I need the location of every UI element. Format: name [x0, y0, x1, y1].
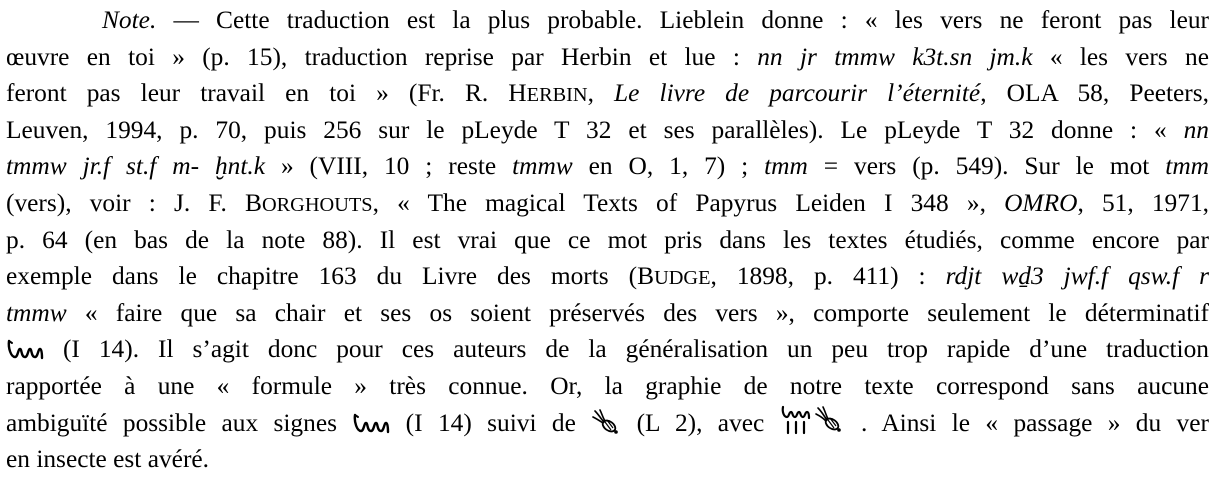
bee-hieroglyph-icon	[591, 409, 621, 435]
text-line-3: feront pas leur travail en toi » (Fr. R. HERBIN, Le livre de parcourir l’éternité, OLA 58, Peeters,	[6, 79, 1209, 108]
text-line-11: rapportée à une « formule » très connue. Or, la graphie de notre texte correspond sans aucune	[6, 371, 1209, 400]
worm-plural-bee-hieroglyph-icon	[780, 405, 846, 435]
text-line-10: (I 14). Il s’agit donc pour ces auteurs de la généralisation un peu trop rapide d’une traduction	[6, 331, 1209, 368]
text-line-7: p. 64 (en bas de la note 88). Il est vrai que ce mot pris dans les textes étudiés, comme encore par	[6, 225, 1209, 254]
text-line-2: œuvre en toi » (p. 15), traduction reprise par Herbin et lue : nn jr tmmw k3t.sn jm.k « les vers ne	[6, 42, 1209, 71]
text-line-1: Note. — Cette traduction est la plus probable. Lieblein donne : « les vers ne feront pas leur	[102, 6, 1209, 34]
text-line-9: tmmw « faire que sa chair et ses os soient préservés des vers », comporte seulement le déterminatif	[6, 298, 1209, 327]
text-line-5: tmmw jr.f st.f m- ḫnt.k » (VIII, 10 ; reste tmmw en O, 1, 7) ; tmm = vers (p. 549). Sur le mot tmm	[6, 152, 1209, 181]
text-line-6: (vers), voir : J. F. BORGHOUTS, « The magical Texts of Papyrus Leiden I 348 », OMRO, 51, 1971,	[6, 188, 1209, 217]
text-line-13: en insecte est avéré.	[6, 445, 210, 474]
text-line-8: exemple dans le chapitre 163 du Livre des morts (BUDGE, 1898, p. 411) : rdjt wḏ3 jwf.f qsw.f r	[6, 262, 1209, 291]
note-label: Note.	[102, 6, 157, 34]
worm-hieroglyph-icon	[6, 339, 44, 361]
worm-hieroglyph-icon	[352, 413, 390, 435]
text-line-4: Leuven, 1994, p. 70, puis 256 sur le pLeyde T 32 et ses parallèles). Le pLeyde T 32 donne : « nn	[6, 115, 1209, 144]
document-page	[6, 2, 1209, 478]
text-line-12: ambiguïté possible aux signes (I 14) suivi de (L 2), avec . Ainsi le « passage » du ver	[6, 405, 1209, 442]
